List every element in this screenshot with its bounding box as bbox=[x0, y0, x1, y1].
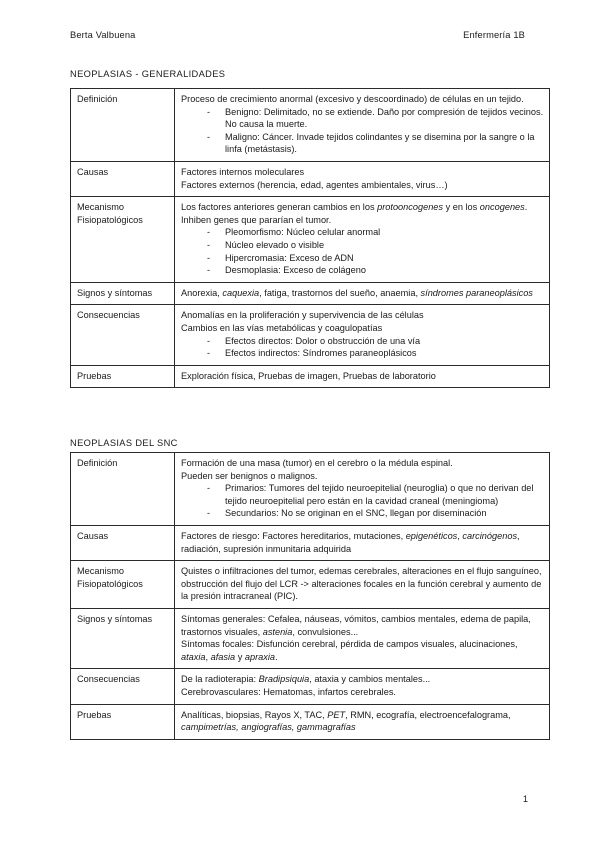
content-line: Cerebrovasculares: Hematomas, infartos cerebrales. bbox=[181, 686, 396, 697]
content-line: Pueden ser benignos o malignos. bbox=[181, 470, 318, 481]
content-line: Exploración física, Pruebas de imagen, Pruebas de laboratorio bbox=[181, 370, 436, 381]
bullet-list bbox=[181, 106, 544, 156]
content-line: Quistes o infiltraciones del tumor, edemas cerebrales, alteraciones en el flujo sanguíneo, obstrucción del flujo del LCR -> alteraciones focales en la función cerebral y aumento de la presión intracraneal (PIC). bbox=[181, 566, 542, 602]
row-content bbox=[175, 197, 550, 283]
bullet-item: - Pleomorfismo: Núcleo celular anormal bbox=[207, 226, 544, 239]
row-content bbox=[175, 525, 550, 560]
table-row bbox=[71, 197, 550, 283]
table-row bbox=[71, 669, 550, 704]
row-content bbox=[175, 608, 550, 668]
bullet-list bbox=[181, 335, 544, 360]
row-content bbox=[175, 704, 550, 739]
section-title-snc: NEOPLASIAS DEL SNC bbox=[70, 438, 178, 448]
content-line: Anomalías en la proliferación y supervivencia de las células bbox=[181, 310, 424, 321]
row-content bbox=[175, 161, 550, 196]
row-content bbox=[175, 89, 550, 162]
row-content bbox=[175, 561, 550, 609]
row-label: Definición bbox=[71, 89, 175, 162]
bullet-item: - Primarios: Tumores del tejido neuroepitelial (neuroglia) o que no derivan del tejido neuroepitelial pero están en la cavidad craneal (meningioma) bbox=[207, 482, 544, 507]
row-content bbox=[175, 282, 550, 305]
bullet-item: - Efectos directos: Dolor o obstrucción de una vía bbox=[207, 335, 544, 348]
table-row bbox=[71, 365, 550, 388]
header-author: Berta Valbuena bbox=[70, 30, 136, 40]
content-line: Síntomas generales: Cefalea, náuseas, vómitos, cambios mentales, edema de papila, trastornos visuales, astenia, convulsiones... bbox=[181, 613, 531, 637]
content-line: Los factores anteriores generan cambios en los protooncogenes y en los oncogenes. Inhiben genes que pararían el tumor. bbox=[181, 202, 528, 225]
table-row bbox=[71, 282, 550, 305]
row-label: Consecuencias bbox=[71, 305, 175, 365]
row-label: Pruebas bbox=[71, 704, 175, 739]
content-line: Proceso de crecimiento anormal (excesivo y descoordinado) de células en un tejido. bbox=[181, 94, 524, 104]
bullet-item: - Benigno: Delimitado, no se extiende. Daño por compresión de tejidos vecinos. No causa la muerte. bbox=[207, 106, 544, 131]
page-number: 1 bbox=[522, 794, 528, 804]
content-line: Anorexia, caquexia, fatiga, trastornos del sueño, anaemia, síndromes paraneoplásicos bbox=[181, 287, 533, 298]
row-label: Causas bbox=[71, 161, 175, 196]
row-label: Mecanismo Fisiopatológicos bbox=[71, 561, 175, 609]
bullet-item: - Secundarios: No se originan en el SNC, llegan por diseminación bbox=[207, 507, 544, 520]
row-label: Definición bbox=[71, 453, 175, 526]
table-body bbox=[71, 453, 550, 740]
row-content bbox=[175, 453, 550, 526]
row-content bbox=[175, 669, 550, 704]
table-row bbox=[71, 608, 550, 668]
content-line: De la radioterapia: Bradipsiquia, ataxia y cambios mentales... bbox=[181, 674, 431, 685]
section-title-generalidades: NEOPLASIAS - GENERALIDADES bbox=[70, 69, 226, 79]
content-line: Factores de riesgo: Factores hereditarios, mutaciones, epigenéticos, carcinógenos, radiación, supresión inmunitaria adquirida bbox=[181, 530, 520, 554]
bullet-item: - Maligno: Cáncer. Invade tejidos colindantes y se disemina por la sangre o la linfa (metástasis). bbox=[207, 131, 544, 156]
row-label: Signos y síntomas bbox=[71, 608, 175, 668]
row-content bbox=[175, 365, 550, 388]
row-label: Signos y síntomas bbox=[71, 282, 175, 305]
table-row bbox=[71, 704, 550, 739]
bullet-item: - Desmoplasia: Exceso de colágeno bbox=[207, 264, 544, 277]
row-label: Mecanismo Fisiopatológicos bbox=[71, 197, 175, 283]
bullet-item: - Núcleo elevado o visible bbox=[207, 239, 544, 252]
bullet-list bbox=[181, 226, 544, 276]
table-row bbox=[71, 89, 550, 162]
content-line: Síntomas focales: Disfunción cerebral, pérdida de campos visuales, alucinaciones, ataxia, afasia y apraxia. bbox=[181, 639, 518, 662]
row-label: Pruebas bbox=[71, 365, 175, 388]
table-neoplasias-generalidades bbox=[70, 88, 550, 388]
table-body bbox=[71, 89, 550, 388]
row-label: Causas bbox=[71, 525, 175, 560]
content-line: Analíticas, biopsias, Rayos X, TAC, PET, RMN, ecografía, electroencefalograma, campimetrías, angiografías, gammagrafías bbox=[181, 709, 511, 733]
table-row bbox=[71, 453, 550, 526]
content-line: Cambios en las vías metabólicas y coagulopatías bbox=[181, 322, 383, 333]
row-label: Consecuencias bbox=[71, 669, 175, 704]
table-row bbox=[71, 561, 550, 609]
header-course: Enfermería 1B bbox=[463, 30, 525, 40]
table-row bbox=[71, 525, 550, 560]
bullet-item: - Efectos indirectos: Síndromes paraneoplásicos bbox=[207, 347, 544, 360]
running-header bbox=[70, 30, 525, 40]
bullet-item: - Hipercromasia: Exceso de ADN bbox=[207, 252, 544, 265]
bullet-list bbox=[181, 482, 544, 520]
table-row bbox=[71, 305, 550, 365]
content-line: Factores internos moleculares bbox=[181, 166, 305, 177]
table-neoplasias-snc bbox=[70, 452, 550, 740]
table-row bbox=[71, 161, 550, 196]
content-line: Factores externos (herencia, edad, agentes ambientales, virus…) bbox=[181, 179, 448, 190]
content-line: Formación de una masa (tumor) en el cerebro o la médula espinal. bbox=[181, 458, 453, 468]
row-content bbox=[175, 305, 550, 365]
